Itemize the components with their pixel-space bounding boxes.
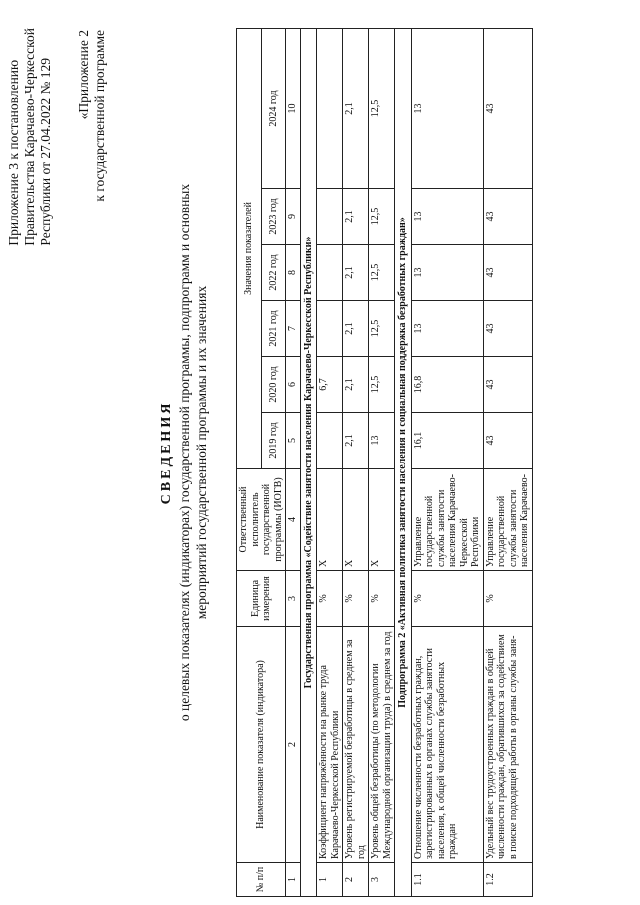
- row-number: 1.2: [483, 863, 532, 897]
- row-number: 1.1: [411, 863, 483, 897]
- appendix-line: Республики от 27.04.2022 № 129: [38, 57, 53, 246]
- unit-cell: %: [317, 571, 343, 627]
- section-row: [395, 28, 412, 896]
- responsible-cell: Х: [317, 469, 343, 571]
- value-cell: 13: [369, 413, 395, 469]
- appendix-line: Приложение 3 к постановлению: [6, 59, 21, 246]
- row-number: 2: [343, 863, 369, 897]
- header-num: № п/п: [237, 863, 286, 897]
- value-cell: 2,1: [343, 357, 369, 413]
- appendix-note: [6, 28, 54, 246]
- column-number: 6: [286, 357, 301, 413]
- indicators-table: [236, 28, 533, 897]
- header-values: Значения показателей: [237, 28, 262, 468]
- indicator-name: Уровень общей безработицы (по методологии Международной организации труда) в среднем за год: [369, 627, 395, 863]
- value-cell: 13: [411, 245, 483, 301]
- column-number-row: [286, 28, 301, 896]
- value-cell: 43: [483, 189, 532, 245]
- table-row: [317, 28, 343, 896]
- table-row: [343, 28, 369, 896]
- value-cell: 16,8: [411, 357, 483, 413]
- value-cell: 43: [483, 301, 532, 357]
- unit-cell: %: [411, 571, 483, 627]
- value-cell: [317, 301, 343, 357]
- responsible-cell: Х: [369, 469, 395, 571]
- unit-cell: %: [369, 571, 395, 627]
- value-cell: 12,5: [369, 357, 395, 413]
- section-subprogram-title: Подпрограмма 2 «Активная политика занятости населения и социальная поддержка безработных граждан»: [395, 28, 412, 896]
- column-number: 5: [286, 413, 301, 469]
- program-appendix-line: к государственной программе: [92, 30, 107, 202]
- subprogram-rows: [411, 28, 532, 896]
- header-responsible: Ответственный исполнитель государственной программы (ИОГВ): [237, 469, 286, 571]
- value-cell: 13: [411, 301, 483, 357]
- value-cell: 43: [483, 357, 532, 413]
- column-number: 2: [286, 627, 301, 863]
- column-number: 3: [286, 571, 301, 627]
- title-main: СВЕДЕНИЯ: [159, 400, 174, 505]
- value-cell: 13: [411, 189, 483, 245]
- value-cell: 2,1: [343, 413, 369, 469]
- section-row: [300, 28, 317, 896]
- value-cell: 2,1: [343, 245, 369, 301]
- unit-cell: %: [483, 571, 532, 627]
- value-cell: 2,1: [343, 28, 369, 188]
- value-cell: 2,1: [343, 301, 369, 357]
- indicator-name: Коэффициент напряжённости на рынке труда Карачаево-Черкесской Республики: [317, 627, 343, 863]
- value-cell: 13: [411, 28, 483, 188]
- value-cell: 6,7: [317, 357, 343, 413]
- value-cell: 12,5: [369, 28, 395, 188]
- responsible-cell: Х: [343, 469, 369, 571]
- indicator-name: Отношение численности безработных граждан, зарегистрированных в органах службы занятости населения, к общей численности безработных граждан: [411, 627, 483, 863]
- responsible-cell: Управление государственной службы занятости населения Карачаево-: [483, 469, 532, 571]
- row-number: 1: [317, 863, 343, 897]
- value-cell: 12,5: [369, 301, 395, 357]
- column-number: 7: [286, 301, 301, 357]
- value-cell: [317, 413, 343, 469]
- header-year: 2020 год: [261, 357, 286, 413]
- header-row: [237, 28, 262, 896]
- header-year: 2023 год: [261, 189, 286, 245]
- column-number: 10: [286, 28, 301, 188]
- section-program-title: Государственная программа «Содействие занятости населения Карачаево-Черкесской Республики»: [300, 28, 317, 896]
- value-cell: [317, 245, 343, 301]
- document-title: [158, 0, 210, 905]
- value-cell: 2,1: [343, 189, 369, 245]
- header-year: 2019 год: [261, 413, 286, 469]
- value-cell: 12,5: [369, 189, 395, 245]
- table-row: [483, 28, 532, 896]
- value-cell: [317, 28, 343, 188]
- program-rows: [317, 28, 395, 896]
- header-name: Наименование показателя (индикатора): [237, 627, 286, 863]
- column-number: 1: [286, 863, 301, 897]
- row-number: 3: [369, 863, 395, 897]
- title-line: о целевых показателях (индикаторах) государственной программы, подпрограмм и основных: [177, 183, 192, 722]
- appendix-line: Правительства Карачаево-Черкесской: [22, 28, 37, 246]
- value-cell: 43: [483, 245, 532, 301]
- program-appendix-line: «Приложение 2: [76, 30, 91, 120]
- column-number: 8: [286, 245, 301, 301]
- unit-cell: %: [343, 571, 369, 627]
- header-year: 2022 год: [261, 245, 286, 301]
- column-number: 9: [286, 189, 301, 245]
- indicator-name: Уровень регистрируемой безработицы в среднем за год: [343, 627, 369, 863]
- program-appendix-note: [76, 30, 108, 202]
- column-number: 4: [286, 469, 301, 571]
- responsible-cell: Управление государственной службы занятости населения Карачаево-Черкесской Республики: [411, 469, 483, 571]
- value-cell: 43: [483, 413, 532, 469]
- header-year: 2021 год: [261, 301, 286, 357]
- table-row: [369, 28, 395, 896]
- header-year: 2024 год: [261, 28, 286, 188]
- value-cell: [317, 189, 343, 245]
- indicator-name: Удельный вес трудоустроенных граждан в общей численности граждан, обратившихся за содействием в поиске подходящей работы в органы службы заня-: [483, 627, 532, 863]
- value-cell: 12,5: [369, 245, 395, 301]
- header-unit: Единица измерения: [237, 571, 286, 627]
- value-cell: 43: [483, 28, 532, 188]
- title-line: мероприятий государственной программы и их значениях: [194, 285, 209, 620]
- value-cell: 16,1: [411, 413, 483, 469]
- table-row: [411, 28, 483, 896]
